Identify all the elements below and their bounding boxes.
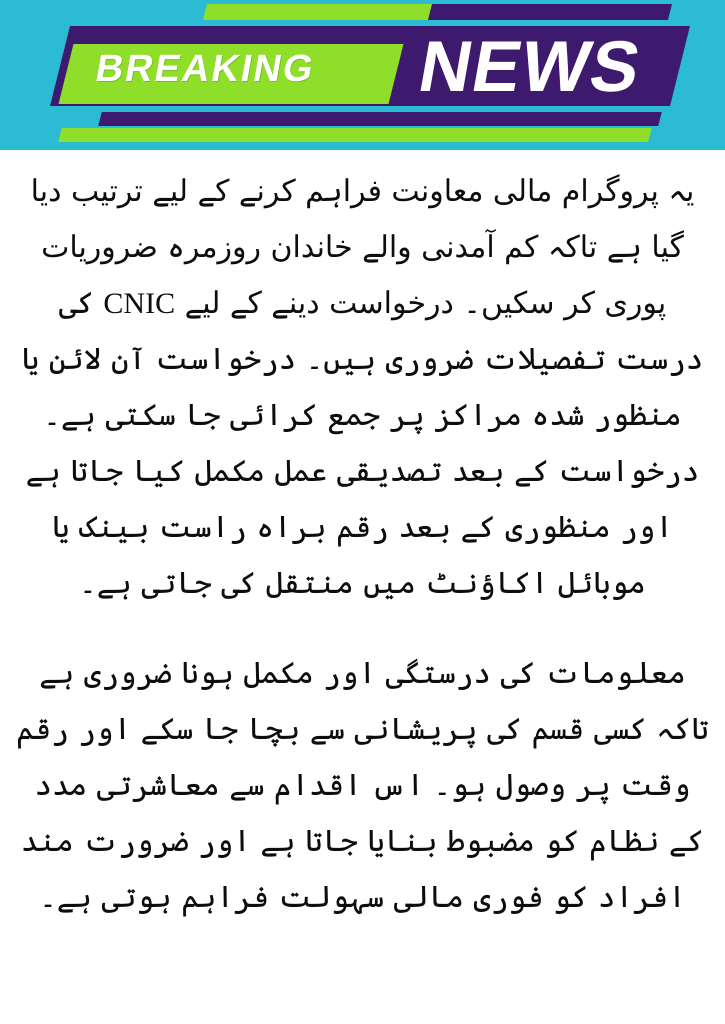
banner-news-label: NEWS [412,27,648,107]
article-body [0,150,725,934]
breaking-news-banner [0,0,725,150]
article-paragraph-1: یہ پروگرام مالی معاونت فراہم کرنے کے لیے ترتیب دیا گیا ہے تاکہ کم آمدنی والے خاندان روزمرہ ضروریات پوری کر سکیں۔ درخواست دینے کے لیے CNIC کی درست تفصیلات ضروری ہیں۔ درخواست آن لائن یا منظور شدہ مراکز پر جمع کرائی جا سکتی ہے۔ درخواست کے بعد تصدیقی عمل مکمل کیا جاتا ہے اور منظوری کے بعد رقم براہ راست بینک یا موبائل اکاؤنٹ میں منتقل کی جاتی ہے۔ [21,175,704,600]
banner-breaking-label: BREAKING [92,48,319,90]
banner-accent-bottom-purple [98,112,661,126]
article-paragraph-2: معلومات کی درستگی اور مکمل ہونا ضروری ہے تاکہ کسی قسم کی پریشانی سے بچا جا سکے اور رقم وقت پر وصول ہو۔ اس اقدام سے معاشرتی مدد کے نظام کو مضبوط بنایا جاتا ہے اور ضرورت مند افراد کو فوری مالی سہولت فراہم ہوتی ہے۔ [16,657,709,914]
banner-accent-bottom-green [58,128,651,142]
banner-accent-top-purple [428,4,672,20]
